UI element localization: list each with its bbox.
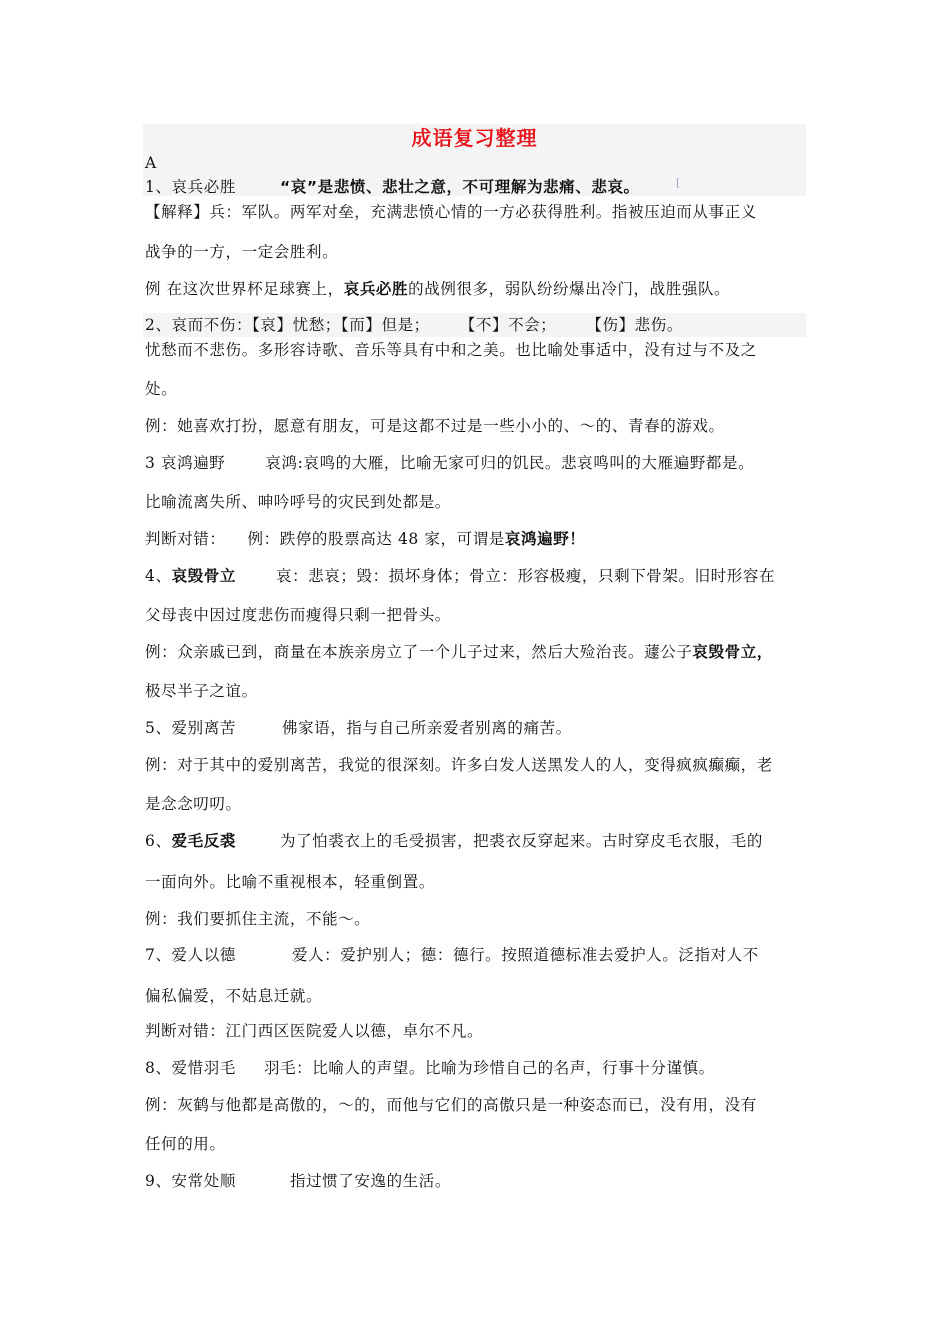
entry-3-exercise-text: 例：跌停的股票高达 48 家，可谓是 [247, 530, 505, 548]
entry-4-heading [145, 565, 775, 587]
entry-8-heading [145, 1057, 715, 1079]
entry-3-term: 3 哀鸿遍野 [145, 454, 226, 472]
entry-2-heading [145, 314, 683, 336]
entry-4-example-cont: 极尽半子之谊。 [145, 682, 258, 700]
entry-4-example [145, 641, 773, 663]
entry-2-term: 2、哀而不伤：【哀】忧愁；【而】但是； [145, 316, 430, 334]
entry-6-example: 例：我们要抓住主流，不能～。 [145, 910, 371, 928]
entry-3-exercise [145, 528, 585, 550]
entry-2-example: 例：她喜欢打扮，愿意有朋友，可是这都不过是一些小小的、～的、青春的游戏。 [145, 417, 725, 435]
entry-5-definition: 佛家语，指与自己所亲爱者别离的痛苦。 [281, 719, 572, 737]
entry-6-heading [145, 830, 763, 852]
entry-8-example: 例：灰鹤与他都是高傲的，～的，而他与它们的高傲只是一种姿态而已，没有用，没有 [145, 1096, 757, 1114]
entry-8-term: 8、爱惜羽毛 [145, 1059, 236, 1077]
entry-2-gloss-c: 【伤】悲伤。 [586, 316, 683, 334]
entry-7-definition: 爱人：爱护别人；德：德行。按照道德标准去爱护人。泛指对人不 [291, 946, 759, 964]
entry-2-definition-cont: 处。 [145, 380, 178, 398]
entry-8-example-cont: 任何的用。 [145, 1135, 226, 1153]
entry-1-example-text-end: 的战例很多，弱队纷纷爆出冷门，战胜强队。 [408, 280, 731, 298]
entry-4-definition-cont: 父母丧中因过度悲伤而瘦得只剩一把骨头。 [145, 606, 451, 624]
entry-4-example-text: 例：众亲戚已到，商量在本族亲房立了一个儿子过来，然后大殓治丧。蘧公子 [145, 643, 693, 661]
entry-3-exercise-label: 判断对错： [145, 530, 226, 548]
entry-7-heading [145, 944, 759, 966]
entry-8-definition: 羽毛：比喻人的声望。比喻为珍惜自己的名声，行事十分谨慎。 [263, 1059, 715, 1077]
entry-4-term: 哀毁骨立 [171, 567, 236, 585]
entry-4-number: 4、 [145, 567, 172, 585]
entry-1-term: 1、哀兵必胜 [145, 178, 236, 196]
entry-1-example [145, 278, 730, 300]
entry-7-exercise: 判断对错：江门西区医院爱人以德，卓尔不凡。 [145, 1022, 484, 1040]
entry-3-heading [145, 452, 754, 474]
entry-3-exercise-term: 哀鸿遍野！ [504, 530, 586, 548]
entry-6-definition: 为了怕裘衣上的毛受损害，把裘衣反穿起来。古时穿皮毛衣服，毛的 [279, 832, 763, 850]
entry-2-gloss-b: 【不】不会； [459, 316, 557, 334]
section-letter: A [145, 154, 157, 172]
entry-6-term: 爱毛反裘 [171, 832, 236, 850]
entry-1-explanation-cont: 战争的一方，一定会胜利。 [145, 243, 339, 261]
entry-6-definition-cont: 一面向外。比喻不重视根本，轻重倒置。 [145, 873, 435, 891]
entry-9-definition: 指过惯了安逸的生活。 [289, 1172, 451, 1190]
entry-6-number: 6、 [145, 832, 172, 850]
entry-7-term: 7、爱人以德 [145, 946, 236, 964]
entry-5-example-cont: 是念念叨叨。 [145, 795, 242, 813]
entry-9-term: 9、安常处顺 [145, 1172, 236, 1190]
entry-1-explanation: 【解释】兵：军队。两军对垒，充满悲愤心情的一方必获得胜利。指被压迫而从事正义 [145, 203, 757, 221]
entry-3-definition-cont: 比喻流离失所、呻吟呼号的灾民到处都是。 [145, 493, 451, 511]
entry-4-definition: 哀：悲哀；毁：损坏身体；骨立：形容极瘦，只剩下骨架。旧时形容在 [275, 567, 776, 585]
entry-3-definition: 哀鸿:哀鸣的大雁，比喻无家可归的饥民。悲哀鸣叫的大雁遍野都是。 [265, 454, 755, 472]
entry-5-example: 例：对于其中的爱别离苦，我觉的很深刻。许多白发人送黑发人的人，变得疯疯癫癫，老 [145, 756, 773, 774]
entry-5-term: 5、爱别离苦 [145, 719, 236, 737]
entry-7-definition-cont: 偏私偏爱，不姑息迁就。 [145, 987, 323, 1005]
entry-9-heading [145, 1170, 451, 1192]
entry-1-example-text: 例 在这次世界杯足球赛上， [145, 280, 344, 298]
entry-1-heading [145, 176, 640, 198]
entry-4-example-term: 哀毁骨立， [692, 643, 773, 661]
entry-1-example-term: 哀兵必胜 [343, 280, 409, 298]
page-title: 成语复习整理 [411, 126, 538, 150]
entry-2-definition: 忧愁而不悲伤。多形容诗歌、音乐等具有中和之美。也比喻处事适中，没有过与不及之 [145, 341, 757, 359]
entry-5-heading [145, 717, 572, 739]
annotation-mark: [ [676, 178, 680, 189]
entry-1-note: “哀”是悲愤、悲壮之意，不可理解为悲痛、悲哀。 [279, 178, 640, 196]
